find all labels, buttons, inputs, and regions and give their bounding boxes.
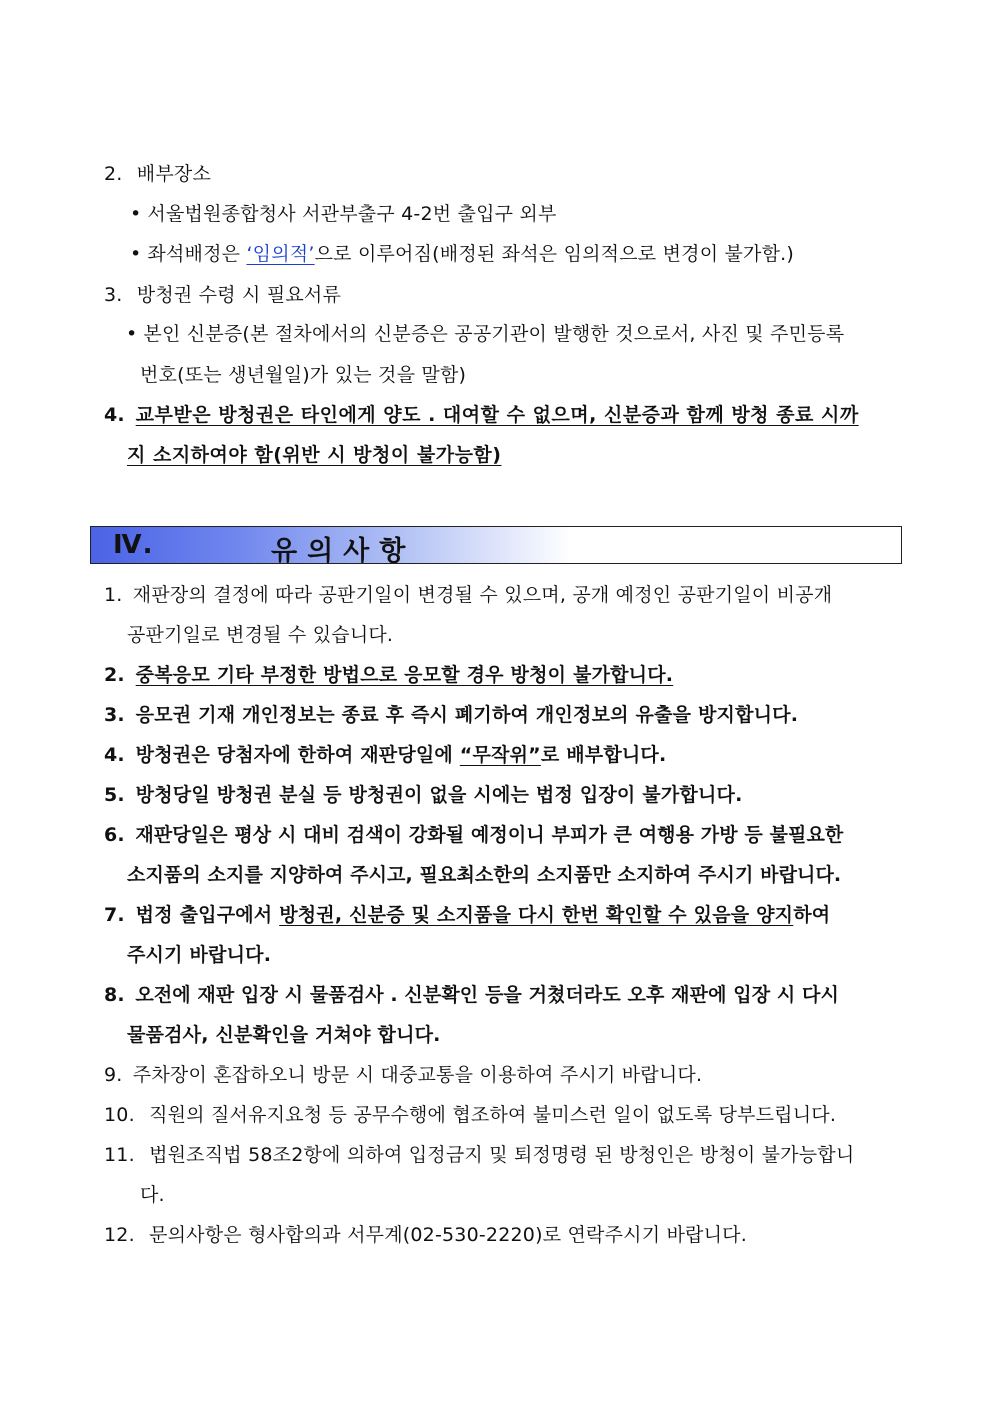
notice-item bbox=[104, 982, 839, 1008]
item-text: 재판장의 결정에 따라 공판기일이 변경될 수 있으며, 공개 예정인 공판기일이 비공개 bbox=[132, 584, 833, 606]
bullet-text-continuation: 번호(또는 생년월일)가 있는 것을 말함) bbox=[140, 364, 467, 386]
item-text: 중복응모 기타 부정한 방법으로 응모할 경우 방청이 불가합니다. bbox=[135, 664, 674, 686]
item-number: 9. bbox=[104, 1064, 123, 1086]
item-text: 주차장이 혼잡하오니 방문 시 대중교통을 이용하여 주시기 바랍니다. bbox=[132, 1064, 703, 1086]
bullet-item bbox=[126, 321, 844, 347]
notice-item bbox=[104, 742, 666, 768]
item-number: 12. bbox=[104, 1224, 135, 1246]
bullet-item bbox=[130, 241, 794, 267]
item-text-pre: 방청권은 당첨자에 한하여 재판당일에 bbox=[135, 744, 460, 766]
item-title: 방청권 수령 시 필요서류 bbox=[136, 284, 342, 306]
notice-item bbox=[104, 902, 830, 928]
item-number: 7. bbox=[104, 904, 125, 926]
item-text-continuation: 다. bbox=[140, 1184, 165, 1206]
bullet-text-pre: 좌석배정은 bbox=[147, 243, 247, 265]
highlight-text: 방청권, 신분증 및 소지품을 다시 한번 확인할 수 있음을 양지 bbox=[279, 904, 794, 926]
section-number: Ⅳ. bbox=[113, 530, 154, 560]
section-title: 유의사항 bbox=[271, 536, 416, 564]
item-number: 11. bbox=[104, 1144, 135, 1166]
item-number: 5. bbox=[104, 784, 125, 806]
item-number: 4. bbox=[104, 404, 125, 426]
notice-item bbox=[104, 1222, 747, 1248]
bullet-text: 서울법원종합청사 서관부출구 4-2번 출입구 외부 bbox=[147, 203, 557, 225]
item-text-continuation: 소지품의 소지를 지양하여 주시고, 필요최소한의 소지품만 소지하여 주시기 바랍니다. bbox=[127, 864, 842, 886]
item-number: 10. bbox=[104, 1104, 135, 1126]
item-text-post: 하여 bbox=[793, 904, 831, 926]
item-number: 6. bbox=[104, 824, 125, 846]
notice-item bbox=[104, 702, 798, 728]
item-text-continuation: 물품검사, 신분확인을 거쳐야 합니다. bbox=[127, 1024, 441, 1046]
warning-text: 교부받은 방청권은 타인에게 양도 . 대여할 수 없으며, 신분증과 함께 방청 종료 시까 bbox=[135, 404, 859, 426]
item-text-continuation: 주시기 바랍니다. bbox=[127, 944, 272, 966]
notice-item bbox=[104, 1102, 836, 1128]
notice-item bbox=[104, 782, 743, 808]
bullet-item bbox=[130, 201, 557, 227]
notice-item bbox=[104, 582, 832, 608]
notice-item bbox=[104, 1062, 702, 1088]
notice-item bbox=[104, 662, 673, 688]
item-text: 방청당일 방청권 분실 등 방청권이 없을 시에는 법정 입장이 불가합니다. bbox=[135, 784, 743, 806]
item-text-continuation: 공판기일로 변경될 수 있습니다. bbox=[127, 624, 394, 646]
item-number: 2. bbox=[104, 163, 123, 185]
bullet-text-post: 으로 이루어짐(배정된 좌석은 임의적으로 변경이 불가함.) bbox=[314, 243, 794, 265]
highlight-text: ‘임의적’ bbox=[246, 243, 315, 265]
item-3-heading bbox=[104, 282, 341, 308]
item-text: 재판당일은 평상 시 대비 검색이 강화될 예정이니 부피가 큰 여행용 가방 등 불필요한 bbox=[135, 824, 844, 846]
highlight-text: “무작위” bbox=[459, 744, 541, 766]
item-title: 배부장소 bbox=[136, 163, 211, 185]
bullet-text: 본인 신분증(본 절차에서의 신분증은 공공기관이 발행한 것으로서, 사진 및 주민등록 bbox=[143, 323, 845, 345]
item-text: 응모권 기재 개인정보는 종료 후 즉시 폐기하여 개인정보의 유출을 방지합니다. bbox=[135, 704, 799, 726]
item-number: 4. bbox=[104, 744, 125, 766]
item-text-post: 로 배부합니다. bbox=[540, 744, 667, 766]
bullet-icon: • bbox=[126, 323, 138, 345]
item-number: 2. bbox=[104, 664, 125, 686]
item-text: 법원조직법 58조2항에 의하여 입정금지 및 퇴정명령 된 방청인은 방청이 불가능합니 bbox=[149, 1144, 855, 1166]
warning-text-continuation: 지 소지하여야 함(위반 시 방청이 불가능함) bbox=[127, 444, 502, 466]
item-number: 3. bbox=[104, 284, 123, 306]
notice-item bbox=[104, 822, 843, 848]
item-text: 오전에 재판 입장 시 물품검사 . 신분확인 등을 거쳤더라도 오후 재판에 입장 시 다시 bbox=[135, 984, 839, 1006]
item-number: 8. bbox=[104, 984, 125, 1006]
notice-item bbox=[104, 1142, 854, 1168]
item-text: 문의사항은 형사합의과 서무계(02-530-2220)로 연락주시기 바랍니다. bbox=[149, 1224, 747, 1246]
item-number: 1. bbox=[104, 584, 123, 606]
item-number: 3. bbox=[104, 704, 125, 726]
item-text: 직원의 질서유지요청 등 공무수행에 협조하여 불미스런 일이 없도록 당부드립니다. bbox=[149, 1104, 837, 1126]
item-text-pre: 법정 출입구에서 bbox=[135, 904, 280, 926]
item-2-heading bbox=[104, 161, 211, 187]
section-header bbox=[90, 526, 902, 564]
item-4-warning bbox=[104, 402, 859, 428]
bullet-icon: • bbox=[130, 203, 142, 225]
bullet-icon: • bbox=[130, 243, 142, 265]
